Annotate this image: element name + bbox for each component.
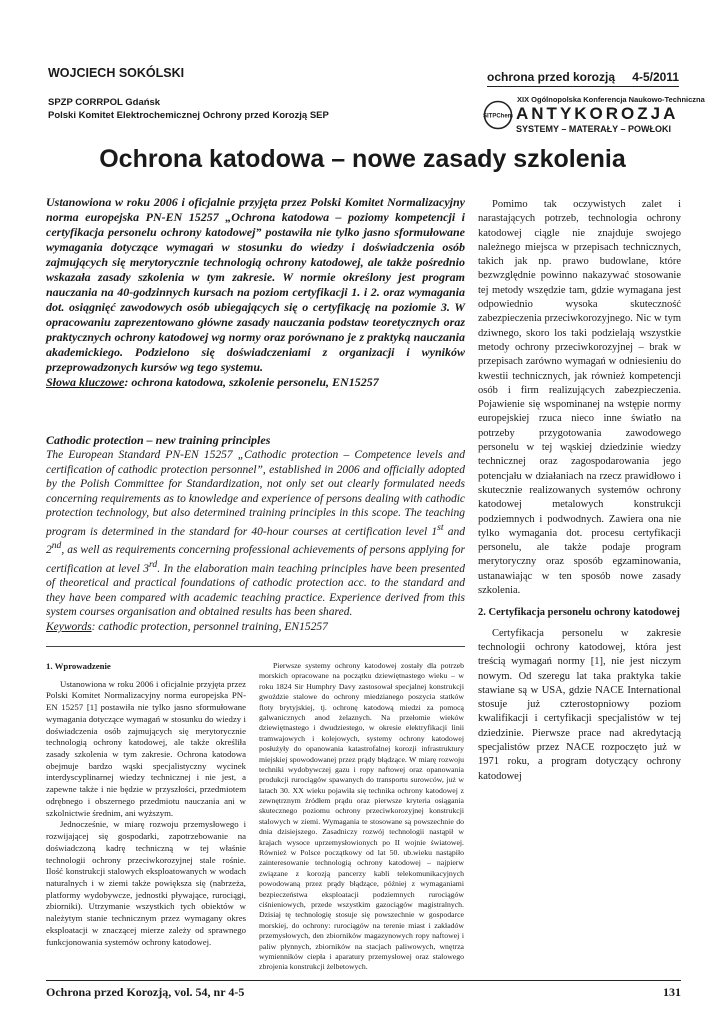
section-1-paragraph-2: Jednocześnie, w miarę rozwoju przemysłowego i rozwijającej się gospodarki, zapotrzebowanie na doświadczoną kadrę techniczną w tej właśnie technologii ochrony przeciwkorozyjnej stale rośnie. Ilość konstrukcji stalowych eksploatowanych w wodach naturalnych i w ziemi także powiększa się (nabrzeża, platformy wydobywcze, jednostki pływające, rurociągi, zbiorniki). Utrzymanie wszystkich tych obiektów w należytym stanie technicznym przez wymagany okres eksploatacji w znaczącej mierze zależy od sprawnego funkcjonowania systemów ochrony katodowej.: [46, 819, 246, 947]
section-1-paragraph-4: Pomimo tak oczywistych zalet i narastających potrzeb, technologia ochrony katodowej ciągle nie znajduje swojego należnego miejsca w przepisach technicznych, takich jak np. prawo budowlane, które bezwzględnie powinno nakazywać stosowanie tej metody wszędzie tam, gdzie wymagana jest odpowiednio wysoka skuteczność zabezpieczenia przeciwkorozyjnego. Nic w tym dziwnego, skoro los taki podzielają wszystkie metody ochrony przeciwkorozyjnej – brak w przepisach zarówno wymagań w odniesieniu do kwestii technicznych, jak również kompetencji osób i firm realizujących zabezpieczenia. Pojawienie się wspominanej na wstępie normy europejskiej rzuca nieco inne światło na potrzeby przygotowania zawodowego personelu w tej wąskiej dziedzinie wiedzy technicznej oraz zagospodarowania jego potencjału w działaniach na rzecz prawidłowo i skutecznie realizowanych systemów ochrony katodowej metalowych konstrukcji podziemnych i podwodnych. Zawiera ona nie tylko wymagania dot. procesu certyfikacji personelu, ale także podaje program merytoryczny oraz sposób egzaminowania, ustanawiając w ten sposób nowe zasady szkolenia.: [478, 199, 681, 597]
conference-line: XIX Ogólnopolska Konferencja Naukowo-Techniczna: [517, 95, 705, 104]
section-1-paragraph-1: Ustanowiona w roku 2006 i oficjalnie przyjęta przez Polski Komitet Normalizacyjny norma europejska PN-EN 15257 [1] postawiła nie tylko jasno sformułowane wymagania dotyczące wymagań w stosunku do wiedzy i doświadczenia osób zajmujących się merytorycznie technologią ochrony katodowej, ale także określiła zasady szkolenia w tym zakresie. Ochrona katodowa obejmuje bardzo wąski specjalistyczny wycinek interdyscyplinarnej wiedzy technicznej i nie jest, a zapewne także i nie będzie w przyszłości, przedmiotem odrębnego i obszernego przedmiotu nauczania ani w szkolnictwie średnim, ani wyższym.: [46, 678, 246, 818]
section-2-paragraph-1: Certyfikacja personelu w zakresie technologii ochrony katodowej, która jest treścią wymagań normy [1], nie jest niczym nowym. Od szeregu lat taka praktyka takie stawiane są w USA, gdzie NACE International stosuje już czterostopniowy poziom kwalifikacji i certyfikacji specjalistów w tej dziedzinie. Pierwsze prace nad akredytacją specjalistów przez NACE rozpoczęto już w 1971 roku, a program dotyczący ochrony katodowej: [478, 627, 681, 782]
abstract-polish-text: Ustanowiona w roku 2006 i oficjalnie przyjęta przez Polski Komitet Normalizacyjny norma europejska PN-EN 15257 „Ochrona katodowa – poziomy kompetencji i certyfikacja personelu ochrony katodowej” postawiła nie tylko jasno sformułowane wymagania dotyczące wymagań w stosunku do wiedzy i doświadczenia osób zajmujących się merytorycznie technologią ochrony katodowej, ale także pośrednio wskazała zasady szkolenia w tym zakresie. W normie określony jest program nauczania na 40-godzinnych kursach na poziom certyfikacji 1. i 2. oraz wymagania dot. osiągnięć zawodowych osób ubiegających się o certyfikację na poziomie 3. W opracowaniu zaprezentowano główne zasady nauczania podstaw teoretycznych oraz praktycznych ochrony katodowej wg normy oraz porównano je z praktyką nauczania akademickiego. Podzielono się doświadczeniami z organizacji i wyników przeprowadzonych kursów wg tego systemu.: [46, 195, 465, 374]
conference-subtitle: SYSTEMY – MATERAŁY – POWŁOKI: [516, 124, 672, 134]
section-2-heading: 2. Certyfikacja personelu ochrony katodowej: [478, 607, 680, 619]
abstract-en-part-c: , as well as requirements concerning professional achievements of persons applying for certification at level 3: [46, 544, 465, 575]
keywords-pl: : ochrona katodowa, szkolenie personelu, EN15257: [124, 375, 379, 389]
body-column-3: [478, 198, 681, 784]
footer-citation: Ochrona przed Korozją, vol. 54, nr 4-5: [46, 985, 245, 999]
footer-divider: [46, 980, 681, 981]
conference-logo-icon: [483, 100, 513, 130]
logo-text: SITPChem: [483, 113, 513, 120]
keywords-label-pl: Słowa kluczowe: [46, 375, 125, 389]
section-1-paragraph-3: Pierwsze systemy ochrony katodowej zostały dla potrzeb morskich opracowane na początku dziewiętnastego wieku – w roku 1824 Sir Humphry Davy zastosował specjalnej konstrukcji gwoździe stalowe do ochrony miedzianego poszycia statków floty brytyjskiej, tj. ochronę katodową miedzi za pomocą galwanicznych anod żelaznych. Na przełomie wieków dziewiętnastego i dwudziestego, w okresie elektryfikacji linii tramwajowych i kolejowych, systemy ochrony katodowej posłużyły do opanowania katastrofalnej korozji infrastruktury miejskiej spowodowanej przez prądy błądzące. W miarę rozwoju techniki wydobywczej gazu i ropy naftowej oraz opanowania produkcji rurociągów spawanych do transportu surowców, już w latach 30. XX wieku pojawiła się technika ochrony katodowej z zewnętrznym źródłem prądu oraz pierwsze kryteria osiągania skutecznego poziomu ochrony przeciwkorozyjnej konstrukcji stalowych w ziemi. Wymagania te stosowane są powszechnie do dnia dzisiejszego. Zasadniczy rozwój technologii nastąpił w krajach wysoce uprzemysłowionych po II wojnie światowej. Również w Polsce początkowy od lat 50. ub.wieku nastąpiło zainteresowanie technologią ochrony katodowej – najpierw związane z korozją pancerzy kabli telekomunikacyjnych powodowaną przez prądy błądzące, później z wymaganiami bezpieczeństwa eksploatacji podziemnych rurociągów ciśnieniowych, przede wszystkim gazociągów magistralnych. Dzisiaj tę technologię stosuje się powszechnie w gospodarce morskiej, do ochrony: rurociągów na terenie miast i zakładów przemysłowych, den zbiorników magazynowych ropy naftowej i paliw płynnych, zbiorników na stacjach paliwowych, wnętrza wymienników ciepła i aparatury przemysłowej oraz stalowego zbrojenia konstrukcji żelbetowych.: [259, 661, 464, 972]
body-column-2: [259, 661, 464, 973]
section-1-heading: 1. Wprowadzenie: [46, 661, 111, 671]
abstract-en-part-d: . In the elaboration main teaching principles have been presented of theoretical and practical foundations of cathodic protection acc. to the standard and they have been compared with academic teaching practice. Experience derived from this system courses organisation and obtained results has been shared.: [46, 562, 465, 619]
keywords-label-en: Keywords: [46, 621, 92, 634]
abstract-english: [46, 448, 465, 635]
abstract-en-part-b: and 2: [46, 525, 465, 557]
journal-header: [487, 70, 679, 87]
keywords-en: : cathodic protection, personnel training, EN15257: [91, 621, 328, 634]
affiliation-company: SPZP CORRPOL Gdańsk: [48, 97, 161, 108]
journal-name: ochrona przed korozją: [487, 70, 616, 84]
abstract-divider: [46, 646, 465, 647]
abstract-en-part-a: The European Standard PN-EN 15257 „Cathodic protection – Competence levels and certification of cathodic protection personnel”, established in 2006 and officially adopted by the Polish Committee for Standardization, not only set out clearly formulated needs concerning requirements as to knowledge and experience of persons dealing with cathodic protection technology, but also determined training principles in this scope. The teaching program is determined in the standard for 40-hour courses at certification level 1: [46, 449, 465, 538]
affiliation-committee: Polski Komitet Elektrochemicznej Ochrony przed Korozją SEP: [48, 110, 329, 121]
article-title: Ochrona katodowa – nowe zasady szkolenia: [99, 145, 626, 173]
abstract-english-title: Cathodic protection – new training principles: [46, 433, 271, 447]
body-column-1: [46, 661, 246, 948]
sup-third: rd: [149, 558, 158, 570]
sup-first: st: [437, 521, 444, 533]
abstract-polish: [46, 195, 465, 390]
conference-name: ANTYKOROZJA: [516, 104, 679, 123]
page-number: 131: [663, 985, 681, 999]
journal-issue: 4-5/2011: [632, 70, 679, 84]
sup-second: nd: [51, 540, 62, 552]
author-name: WOJCIECH SOKÓLSKI: [48, 66, 185, 80]
